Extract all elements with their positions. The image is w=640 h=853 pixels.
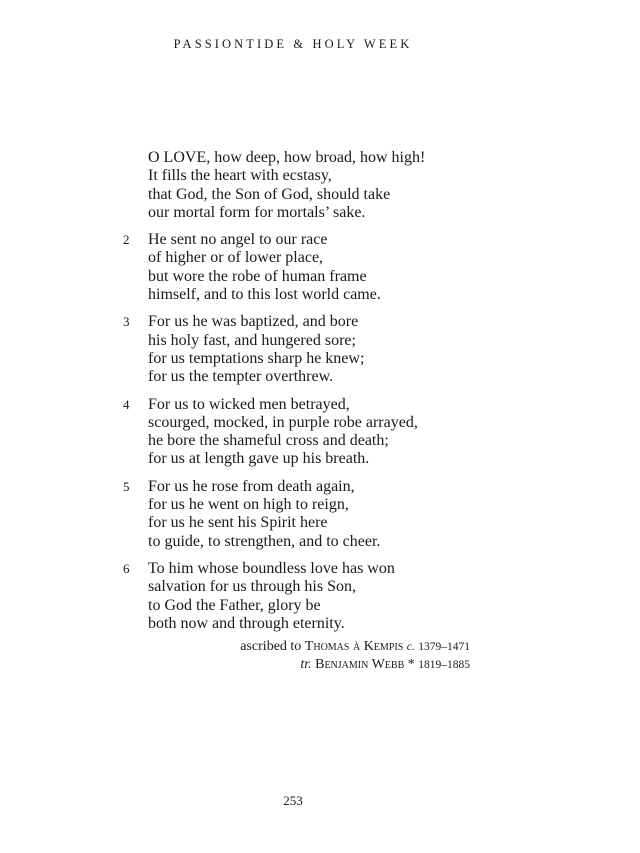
attribution: [0, 638, 470, 674]
verse-line: scourged, mocked, in purple robe arrayed,: [148, 413, 418, 431]
verse-line: for us the tempter overthrew.: [148, 368, 334, 386]
verse-number: 2: [123, 232, 130, 248]
verse-5: [123, 478, 425, 551]
verse-line: For us he rose from death again,: [148, 477, 355, 495]
verse-4: [123, 396, 425, 469]
translator-dates: 1819–1885: [418, 659, 470, 671]
translator-name: Benjamin Webb: [315, 657, 405, 672]
verse-line: salvation for us through his Son,: [148, 578, 356, 596]
verse-2: [123, 231, 425, 304]
verse-number: 6: [123, 560, 130, 576]
translator-line: [0, 656, 470, 674]
verse-number: 4: [123, 396, 130, 412]
verse-line: for us he went on high to reign,: [148, 496, 349, 514]
verse-line: he bore the shameful cross and death;: [148, 432, 389, 450]
verse-1: [123, 149, 425, 222]
author-prefix: ascribed to: [240, 639, 302, 654]
verse-3: [123, 313, 425, 386]
verse-line: He sent no angel to our race: [148, 231, 328, 249]
verse-line: for us temptations sharp he knew;: [148, 349, 365, 367]
verse-number: 3: [123, 314, 130, 330]
author-name: Thomas à Kempis: [304, 639, 404, 654]
verse-line: himself, and to this lost world came.: [148, 286, 381, 304]
verse-line: For us to wicked men betrayed,: [148, 395, 350, 413]
verse-line: for us he sent his Spirit here: [148, 514, 328, 532]
running-head: PASSIONTIDE & HOLY WEEK: [173, 37, 413, 51]
verse-line: for us at length gave up his breath.: [148, 450, 370, 468]
verse-line: but wore the robe of human frame: [148, 267, 367, 285]
verse-line: to guide, to strengthen, and to cheer.: [148, 532, 381, 550]
translator-prefix: tr.: [300, 657, 312, 672]
verse-line: his holy fast, and hungered sore;: [148, 331, 356, 349]
verse-line: our mortal form for mortals’ sake.: [148, 203, 366, 221]
asterisk-icon: *: [407, 657, 415, 672]
verse-line: both now and through eternity.: [148, 614, 345, 632]
hymn-text: [123, 149, 425, 642]
verse-number: 5: [123, 478, 130, 494]
verse-line: It fills the heart with ecstasy,: [148, 167, 332, 185]
verse-line: that God, the Son of God, should take: [148, 185, 391, 203]
verse-line: O LOVE, how deep, how broad, how high!: [148, 149, 426, 166]
verse-6: [123, 560, 425, 633]
verse-line: For us he was baptized, and bore: [148, 313, 359, 331]
author-circa: c.: [406, 641, 415, 653]
author-line: [0, 638, 470, 656]
verse-line: to God the Father, glory be: [148, 596, 321, 614]
verse-line: To him whose boundless love has won: [148, 559, 395, 577]
page-number: 253: [283, 793, 303, 808]
verse-line: of higher or of lower place,: [148, 249, 324, 267]
author-dates: 1379–1471: [418, 641, 470, 653]
